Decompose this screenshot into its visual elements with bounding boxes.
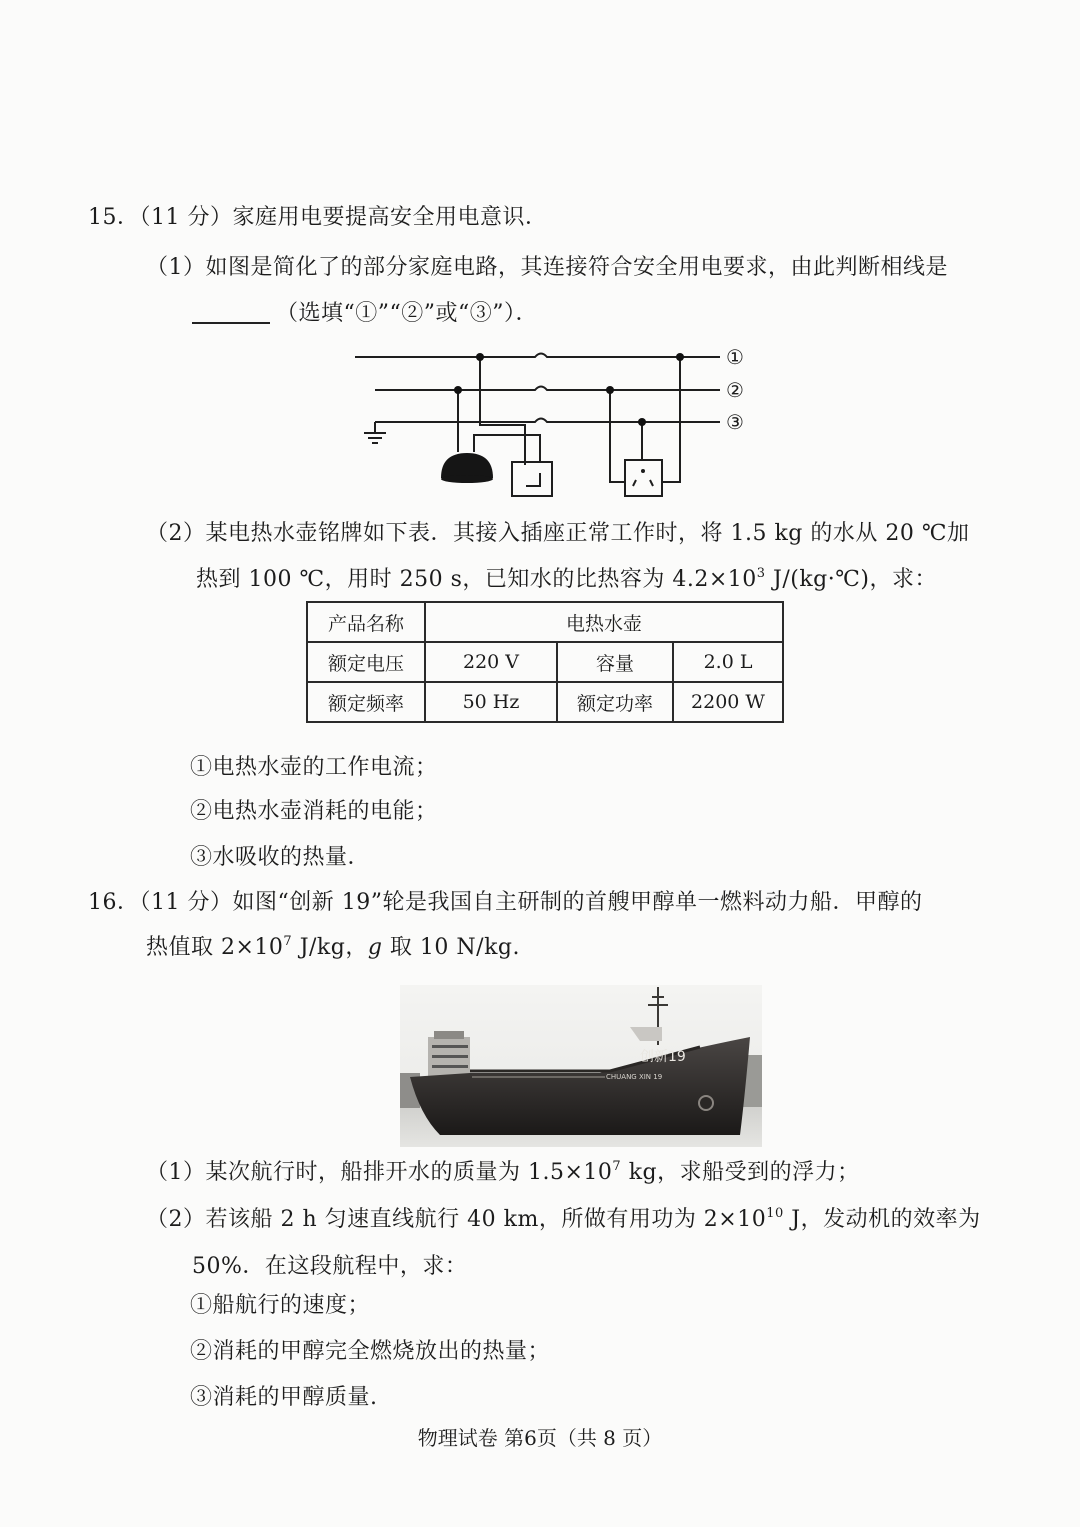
table-cell: 额定功率 <box>557 682 673 722</box>
q15-part1-options: （选填“①”“②”或“③”）． <box>276 301 538 326</box>
circuit-diagram <box>355 340 755 500</box>
q15-sub2: ②电热水壶消耗的电能； <box>190 799 438 824</box>
table-cell: 产品名称 <box>307 602 425 642</box>
wire-label-3: ③ <box>726 410 744 434</box>
q15-sub1: ①电热水壶的工作电流； <box>190 755 438 780</box>
switch <box>512 462 552 496</box>
wire-2 <box>375 387 720 391</box>
table-cell: 2.0 L <box>673 642 783 682</box>
wire-label-1: ① <box>726 345 744 369</box>
table-cell: 额定频率 <box>307 682 425 722</box>
ship-name-en: CHUANG XIN 19 <box>606 1073 663 1081</box>
q16-sub1: ①船航行的速度； <box>190 1293 371 1318</box>
q16-title: 16．（11 分）如图“创新 19”轮是我国自主研制的首艘甲醇单一燃料动力船．甲醇的 <box>88 890 923 915</box>
q16-part2-line1: （2）若该船 2 h 匀速直线航行 40 km，所做有用功为 $2\times 10^{10}$ J，发动机的效率为 <box>146 1206 981 1232</box>
ground-symbol <box>364 422 386 443</box>
q15-title: 15．（11 分）家庭用电要提高安全用电意识． <box>88 205 548 230</box>
table-cell: 50 Hz <box>425 682 557 722</box>
q16-sub3: ③消耗的甲醇质量. <box>190 1385 378 1410</box>
q16-part2-line2: 50%．在这段航程中，求： <box>192 1254 468 1279</box>
table-cell: 2200 W <box>673 682 783 722</box>
q15-part1-answer-line <box>192 299 538 329</box>
table-cell: 电热水壶 <box>425 602 783 642</box>
q15-part2-line2: 热到 100 ℃，用时 250 s，已知水的比热容为 $4.2\times 10^3$ J/(kg·℃)，求： <box>196 566 937 592</box>
q16-sub2: ②消耗的甲醇完全燃烧放出的热量； <box>190 1339 551 1364</box>
wire-label-2: ② <box>726 378 744 402</box>
q16-part1: （1）某次航行时，船排开水的质量为 $1.5\times 10^7$ kg，求船受到的浮力； <box>146 1159 860 1185</box>
wire-3 <box>375 419 720 423</box>
q16-line2: 热值取 $2\times 10^7$ J/kg，g 取 10 N/kg. <box>146 934 520 960</box>
wire-1 <box>355 354 720 358</box>
page-footer: 物理试卷 第6页（共 8 页） <box>417 1426 663 1450</box>
table-cell: 220 V <box>425 642 557 682</box>
q15-part2-line1: （2）某电热水壶铭牌如下表．其接入插座正常工作时，将 1.5 kg 的水从 20 ℃加 <box>146 521 970 546</box>
ship-name: 创新19 <box>640 1049 686 1065</box>
lamp-icon <box>441 453 493 478</box>
table-cell: 额定电压 <box>307 642 425 682</box>
ship-photo <box>400 985 762 1147</box>
q15-part1: （1）如图是简化了的部分家庭电路，其连接符合安全用电要求，由此判断相线是 <box>146 255 948 280</box>
kettle-spec-table <box>306 601 784 723</box>
socket <box>625 460 662 496</box>
answer-blank[interactable] <box>192 300 270 324</box>
table-cell: 容量 <box>557 642 673 682</box>
q15-sub3: ③水吸收的热量． <box>190 845 371 870</box>
